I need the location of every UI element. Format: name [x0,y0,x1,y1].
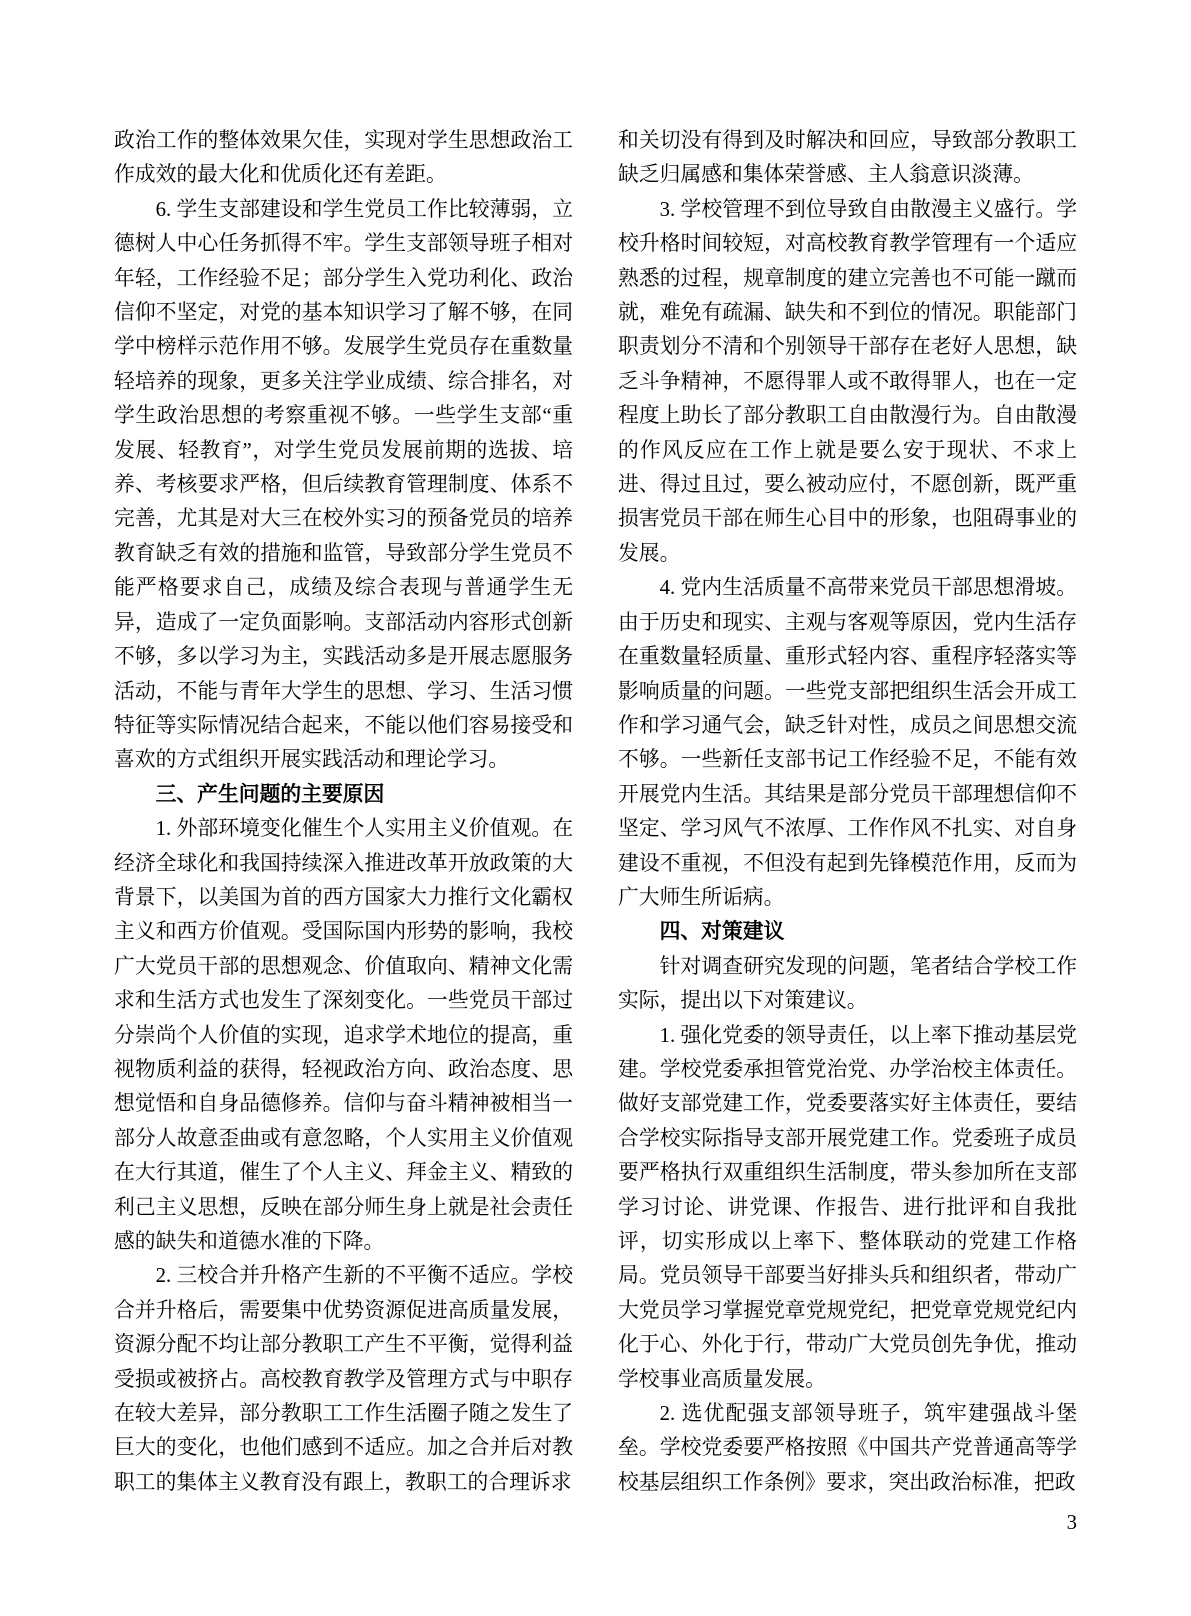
paragraph-continuation: 和关切没有得到及时解决和回应，导致部分教职工缺乏归属感和集体荣誉感、主人翁意识淡薄。 [618,129,1077,187]
section-heading-causes: 三、产生问题的主要原因 [155,782,385,806]
paragraph-suggestion-1: 1. 强化党委的领导责任，以上率下推动基层党建。学校党委承担管党治党、办学治校主体责任。做好支部党建工作，党委要落实好主体责任，要结合学校实际指导支部开展党建工作。党委班子成员要严格执行双重组织生活制度，带头参加所在支部学习讨论、讲党课、作报告、进行批评和自我批评，切实形成以上率下、整体联动的党建工作格局。党员领导干部要当好排头兵和组织者，带动广大党员学习掌握党章党规党纪，把党章党规党纪内化于心、外化于行，带动广大党员创先争优，推动学校事业高质量发展。 [618,1023,1077,1391]
paragraph-cause-3: 3. 学校管理不到位导致自由散漫主义盛行。学校升格时间较短，对高校教育教学管理有一个适应熟悉的过程，规章制度的建立完善也不可能一蹴而就，难免有疏漏、缺失和不到位的情况。职能部门职责划分不清和个别领导干部存在老好人思想，缺乏斗争精神，不愿得罪人或不敢得罪人，也在一定程度上助长了部分教职工自由散漫行为。自由散漫的作风反应在工作上就是要么安于现状、不求上进、得过且过，要么被动应付，不愿创新，既严重损害党员干部在师生心目中的形象，也阻碍事业的发展。 [618,197,1077,565]
paragraph-cause-2: 2. 三校合并升格产生新的不平衡不适应。学校合并升格后，需要集中优势资源促进高质量发展，资源分配不均让部分教职工产生不平衡，觉得利益受损或被挤占。高校教育教学及管理方式与中职存在较大差异，部分教职工工作生活圈子随之发生了巨大的变化，也他们感到不适应。加之合并后对教职工的集体主义教育没有跟上，教职工的合理诉求 [114,1264,573,1494]
left-column [114,124,573,1500]
paragraph-item-6: 6. 学生支部建设和学生党员工作比较薄弱，立德树人中心任务抓得不牢。学生支部领导班子相对年轻，工作经验不足；部分学生入党功利化、政治信仰不坚定，对党的基本知识学习了解不够，在同学中榜样示范作用不够。发展学生党员存在重数量轻培养的现象，更多关注学业成绩、综合排名，对学生政治思想的考察重视不够。一些学生支部“重发展、轻教育”，对学生党员发展前期的选拔、培养、考核要求严格，但后续教育管理制度、体系不完善，尤其是对大三在校外实习的预备党员的培养教育缺乏有效的措施和监管，导致部分学生党员不能严格要求自己，成绩及综合表现与普通学生无异，造成了一定负面影响。支部活动内容形式创新不够，多以学习为主，实践活动多是开展志愿服务活动，不能与青年大学生的思想、学习、生活习惯特征等实际情况结合起来，不能以他们容易接受和喜欢的方式组织开展实践活动和理论学习。 [114,197,573,772]
page-number: 3 [1066,1511,1077,1534]
paragraph-suggestion-2: 2. 选优配强支部领导班子，筑牢建强战斗堡垒。学校党委要严格按照《中国共产党普通高等学校基层组织工作条例》要求，突出政治标准，把政 [618,1402,1077,1494]
section-heading-suggestions: 四、对策建议 [659,920,785,944]
paragraph-suggestions-intro: 针对调查研究发现的问题，笔者结合学校工作实际，提出以下对策建议。 [618,954,1077,1013]
paragraph-continuation: 政治工作的整体效果欠佳，实现对学生思想政治工作成效的最大化和优质化还有差距。 [114,129,573,187]
paragraph-cause-4: 4. 党内生活质量不高带来党员干部思想滑坡。由于历史和现实、主观与客观等原因，党内生活存在重数量轻质量、重形式轻内容、重程序轻落实等影响质量的问题。一些党支部把组织生活会开成工作和学习通气会，缺乏针对性，成员之间思想交流不够。一些新任支部书记工作经验不足，不能有效开展党内生活。其结果是部分党员干部理想信仰不坚定、学习风气不浓厚、工作作风不扎实、对自身建设不重视，不但没有起到先锋模范作用，反而为广大师生所诟病。 [618,576,1077,909]
paragraph-cause-1: 1. 外部环境变化催生个人实用主义价值观。在经济全球化和我国持续深入推进改革开放政策的大背景下，以美国为首的西方国家大力推行文化霸权主义和西方价值观。受国际国内形势的影响，我校广大党员干部的思想观念、价值取向、精神文化需求和生活方式也发生了深刻变化。一些党员干部过分崇尚个人价值的实现，追求学术地位的提高，重视物质利益的获得，轻视政治方向、政治态度、思想觉悟和自身品德修养。信仰与奋斗精神被相当一部分人故意歪曲或有意忽略，个人实用主义价值观在大行其道，催生了个人主义、拜金主义、精致的利己主义思想，反映在部分师生身上就是社会责任感的缺失和道德水准的下降。 [114,817,573,1253]
right-column [618,124,1077,1500]
page-content [114,124,1077,1500]
